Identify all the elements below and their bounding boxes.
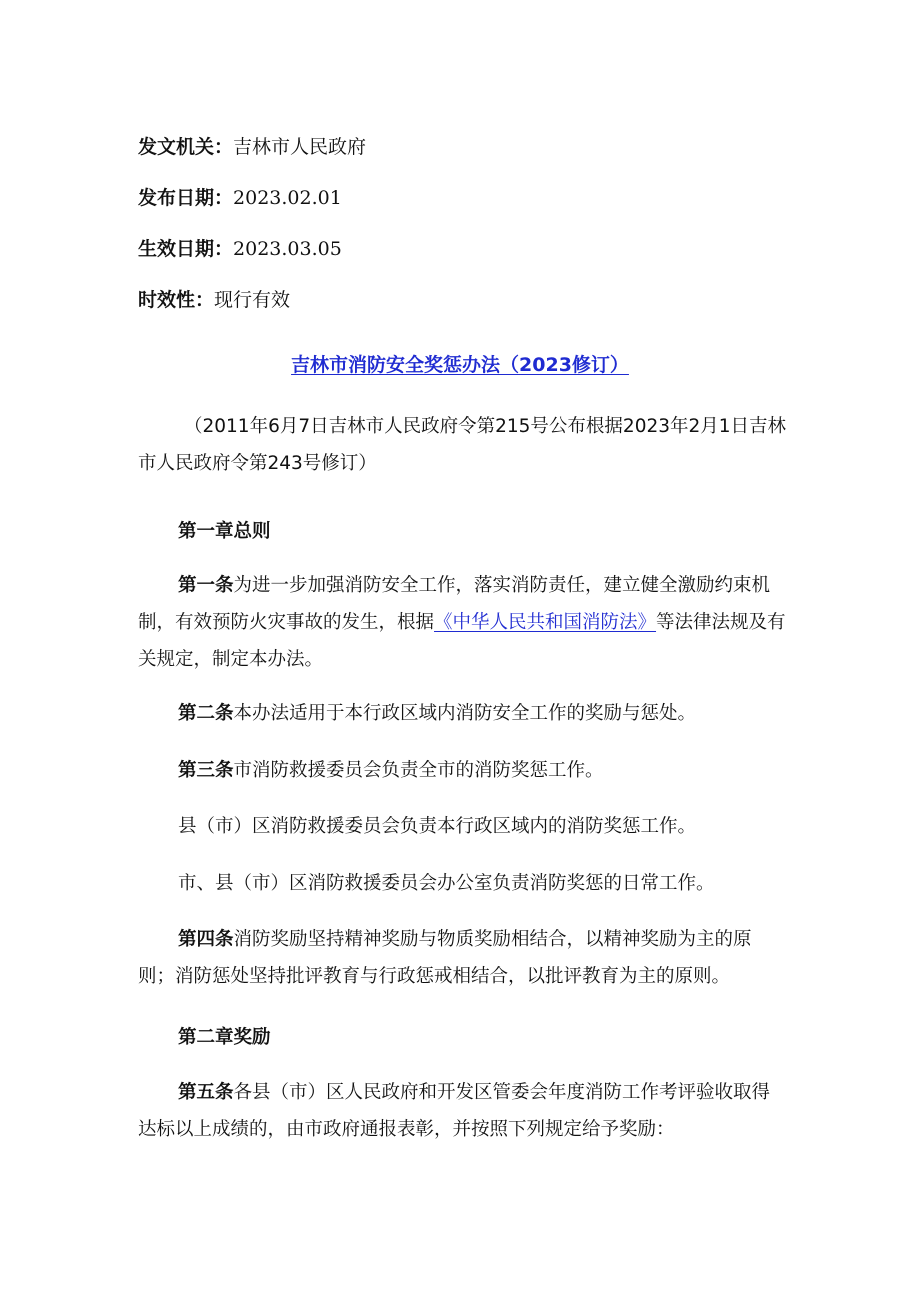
article-1-text-b: 等法律法规及有关规定，制定本办法。 <box>138 612 786 670</box>
article-2-text: 本办法适用于本行政区域内消防安全工作的奖励与惩处。 <box>233 703 697 724</box>
article-4-label: 第四条 <box>178 929 234 950</box>
fire-law-link[interactable]: 《中华人民共和国消防法》 <box>434 612 657 633</box>
article-3-label: 第三条 <box>178 760 234 781</box>
article-3-paragraph-3: 市、县（市）区消防救援委员会办公室负责消防奖惩的日常工作。 <box>178 873 715 894</box>
meta-validity <box>138 288 290 312</box>
article-3-paragraph-2: 县（市）区消防救援委员会负责本行政区域内的消防奖惩工作。 <box>178 816 697 837</box>
article-4-text: 消防奖励坚持精神奖励与物质奖励相结合，以精神奖励为主的原则；消防惩处坚持批评教育与行政惩戒相结合，以批评教育为主的原则。 <box>138 929 752 987</box>
article-1-text-a: 为进一步加强消防安全工作，落实消防责任，建立健全激励约束机制，有效预防火灾事故的发生，根据 <box>138 575 771 633</box>
article-1-label: 第一条 <box>178 575 234 596</box>
validity-value: 现行有效 <box>214 289 291 311</box>
chapter-1-heading: 第一章总则 <box>178 521 271 542</box>
article-5-label: 第五条 <box>178 1082 234 1103</box>
publish-date-label: 发布日期： <box>138 187 234 209</box>
article-3 <box>138 752 788 789</box>
article-5-text: 各县（市）区人民政府和开发区管委会年度消防工作考评验收取得达标以上成绩的，由市政府通报表彰，并按照下列规定给予奖励： <box>138 1082 771 1140</box>
article-3-text: 市消防救援委员会负责全市的消防奖惩工作。 <box>233 760 604 781</box>
article-4 <box>138 921 788 995</box>
article-2 <box>138 695 788 732</box>
effective-date-value: 2023.03.05 <box>233 238 342 260</box>
issuer-label: 发文机关： <box>138 136 234 158</box>
publish-date-value: 2023.02.01 <box>233 187 342 209</box>
article-5 <box>138 1074 788 1148</box>
preamble: （2011年6月7日吉林市人民政府令第215号公布根据2023年2月1日吉林市人民政府令第243号修订） <box>138 416 787 474</box>
chapter-2-heading: 第二章奖励 <box>178 1027 271 1048</box>
meta-effective-date <box>138 237 342 261</box>
meta-publish-date <box>138 186 342 210</box>
issuer-value: 吉林市人民政府 <box>233 136 367 158</box>
meta-issuer <box>138 135 366 159</box>
effective-date-label: 生效日期： <box>138 238 234 260</box>
document-title-link[interactable]: 吉林市消防安全奖惩办法（2023修订） <box>291 354 629 376</box>
article-2-label: 第二条 <box>178 703 234 724</box>
validity-label: 时效性： <box>138 289 215 311</box>
article-1 <box>138 567 788 678</box>
